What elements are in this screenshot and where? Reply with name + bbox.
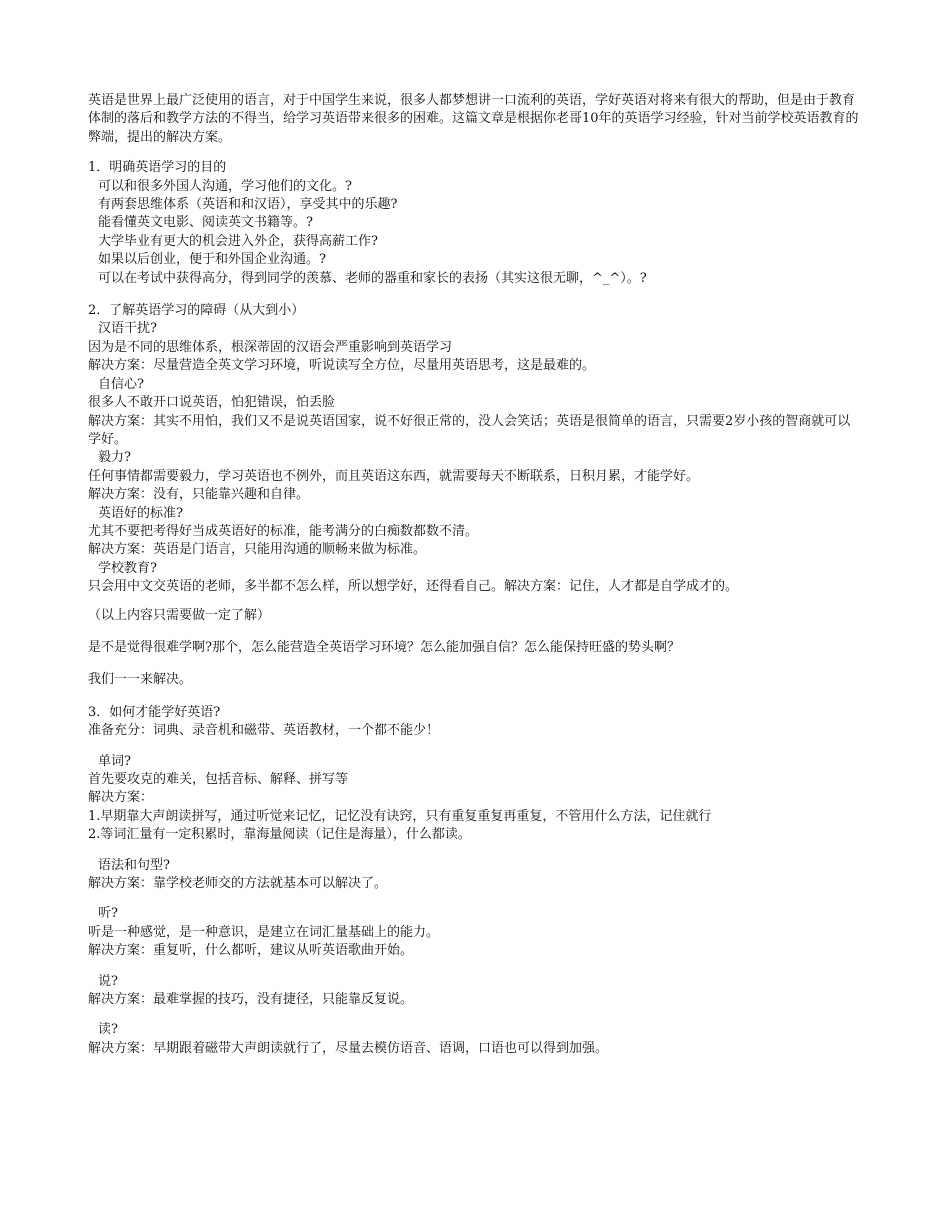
goal-item: 大学毕业有更大的机会进入外企，获得高薪工作?	[98, 233, 378, 249]
obstacle-text: 任何事情都需要毅力，学习英语也不例外，而且英语这东西，就需要每天不断联系，日积月累，才能学好。	[88, 468, 700, 484]
intro-paragraph: 英语是世界上最广泛使用的语言，对于中国学生来说，很多人都梦想讲一口流利的英语，学好英语对将来有很大的帮助，但是由于教育体制的落后和教学方法的不得当，给学习英语带来很多的困难。这篇文章是根据你老哥10年的英语学习经验，针对当前学校英语教育的弊端，提出的解决方案。	[88, 93, 859, 145]
obstacle-solution: 解决方案：其实不用怕，我们又不是说英语国家，说不好很正常的，没人会笑话；英语是很简单的语言，只需要2岁小孩的智商就可以学好。	[88, 413, 851, 447]
obstacle-solution: 解决方案：英语是门语言，只能用沟通的顺畅来做为标准。	[88, 542, 427, 558]
goal-item: 有两套思维体系（英语和和汉语），享受其中的乐趣?	[98, 197, 398, 213]
skill-text: 2.等词汇量有一定积累时，靠海量阅读（记住是海量），什么都读。	[88, 827, 471, 843]
obstacle-text: 尤其不要把考得好当成英语好的标准，能考满分的白痴数都数不清。	[88, 523, 479, 539]
skill-text: 解决方案：早期跟着磁带大声朗读就行了，尽量去模仿语音、语调，口语也可以得到加强。	[88, 1040, 609, 1056]
skill-title-vocab: 单词?	[98, 753, 131, 769]
obstacle-title: 学校教育?	[98, 560, 157, 576]
skill-text: 解决方案：	[88, 790, 154, 806]
obstacle-title: 自信心?	[98, 376, 144, 392]
skill-text: 首先要攻克的难关，包括音标、解释、拼写等	[88, 772, 349, 787]
section-2-note: （以上内容只需要做一定了解）	[88, 607, 271, 623]
skill-title-grammar: 语法和句型?	[98, 857, 170, 873]
obstacle-title: 汉语干扰?	[98, 321, 157, 337]
goal-item: 可以和很多外国人沟通，学习他们的文化。?	[98, 178, 352, 194]
goal-item: 如果以后创业，便于和外国企业沟通。?	[98, 252, 326, 268]
obstacle-text: 很多人不敢开口说英语，怕犯错误，怕丢脸	[88, 395, 336, 411]
section-2-heading: 2．了解英语学习的障碍（从大到小）	[88, 303, 305, 319]
skill-text: 解决方案：靠学校老师交的方法就基本可以解决了。	[88, 876, 388, 892]
skill-title-speaking: 说?	[98, 973, 118, 989]
solve-paragraph: 我们一一来解决。	[88, 672, 193, 688]
question-paragraph: 是不是觉得很难学啊?那个，怎么能营造全英语学习环境？怎么能加强自信？怎么能保持旺盛的势头啊？	[88, 639, 680, 655]
obstacle-title: 毅力?	[98, 450, 131, 466]
goal-item: 可以在考试中获得高分，得到同学的羡慕、老师的器重和家长的表扬（其实这很无聊，^_^）。?	[98, 270, 647, 286]
skill-text: 听是一种感觉，是一种意识，是建立在词汇量基础上的能力。	[88, 924, 440, 940]
section-3-heading: 3．如何才能学好英语?	[88, 704, 221, 720]
skill-text: 1.早期靠大声朗读拼写，通过听觉来记忆，记忆没有诀窍，只有重复重复再重复，不管用什么方法，记住就行	[88, 808, 712, 824]
section-1-heading: 1．明确英语学习的目的	[88, 160, 227, 176]
obstacle-text: 只会用中文交英语的老师，多半都不怎么样，所以想学好，还得看自己。解决方案：记住，人才都是自学成才的。	[88, 579, 739, 595]
skill-text: 解决方案：重复听，什么都听，建议从听英语歌曲开始。	[88, 943, 414, 959]
skill-title-listening: 听?	[98, 906, 118, 922]
obstacle-title: 英语好的标准?	[98, 505, 183, 521]
obstacle-text: 因为是不同的思维体系，根深蒂固的汉语会严重影响到英语学习	[88, 339, 453, 355]
skill-text: 解决方案：最难掌握的技巧，没有捷径，只能靠反复说。	[88, 992, 414, 1008]
goal-item: 能看懂英文电影、阅读英文书籍等。?	[98, 215, 313, 231]
skill-title-reading: 读?	[98, 1022, 118, 1038]
preparation-text: 准备充分：词典、录音机和磁带、英语教材，一个都不能少！	[88, 723, 440, 739]
document-page	[88, 92, 863, 1058]
obstacle-solution: 解决方案：尽量营造全英文学习环境，听说读写全方位，尽量用英语思考，这是最难的。	[88, 358, 596, 374]
obstacle-solution: 解决方案：没有，只能靠兴趣和自律。	[88, 487, 310, 503]
